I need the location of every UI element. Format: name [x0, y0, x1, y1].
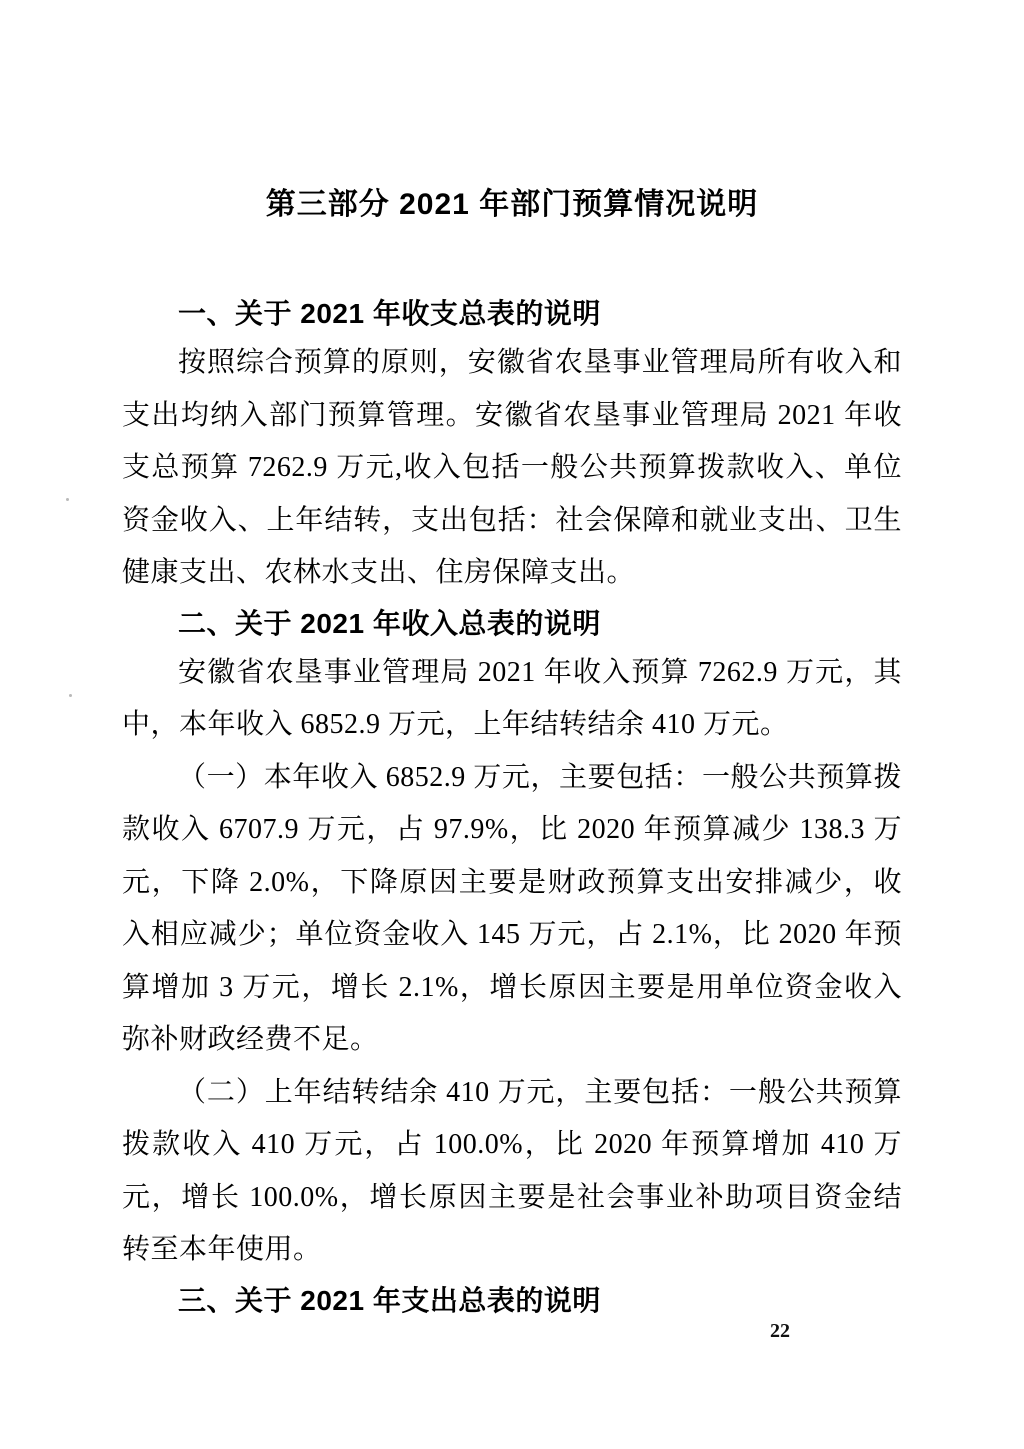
document-title: 第三部分 2021 年部门预算情况说明 [265, 188, 759, 221]
section-2-paragraph-item-2: （二）上年结转结余 410 万元，主要包括：一般公共预算拨款收入 410 万元，占 100.0%，比 2020 年预算增加 410 万元，增长 100.0%，增长原因主要是社会事业补助项目资金结转至本年使用。 [122, 1076, 902, 1265]
section-2-heading: 二、关于 2021 年收入总表的说明 [178, 607, 601, 639]
scan-speck [66, 498, 69, 501]
scan-speck [69, 694, 72, 697]
section-1-paragraph: 按照综合预算的原则，安徽省农垦事业管理局所有收入和支出均纳入部门预算管理。安徽省农垦事业管理局 2021 年收支总预算 7262.9 万元,收入包括一般公共预算拨款收入、单位资金收入、上年结转，支出包括：社会保障和就业支出、卫生健康支出、农林水支出、住房保障支出。 [122, 347, 902, 588]
section-3-heading: 三、关于 2021 年支出总表的说明 [178, 1284, 601, 1316]
section-1-heading: 一、关于 2021 年收支总表的说明 [178, 298, 601, 329]
page-number: 22 [770, 1320, 790, 1342]
document-body [122, 0, 902, 1324]
section-2-paragraph-item-1: （一）本年收入 6852.9 万元，主要包括：一般公共预算拨款收入 6707.9 万元，占 97.9%，比 2020 年预算减少 138.3 万元，下降 2.0%，下降原因主要是财政预算支出安排减少，收入相应减少；单位资金收入 145 万元，占 2.1%，比 2020 年预算增加 3 万元，增长 2.1%，增长原因主要是用单位资金收入弥补财政经费不足。 [122, 761, 902, 1055]
section-2-paragraph-intro: 安徽省农垦事业管理局 2021 年收入预算 7262.9 万元，其中，本年收入 6852.9 万元，上年结转结余 410 万元。 [122, 656, 902, 740]
